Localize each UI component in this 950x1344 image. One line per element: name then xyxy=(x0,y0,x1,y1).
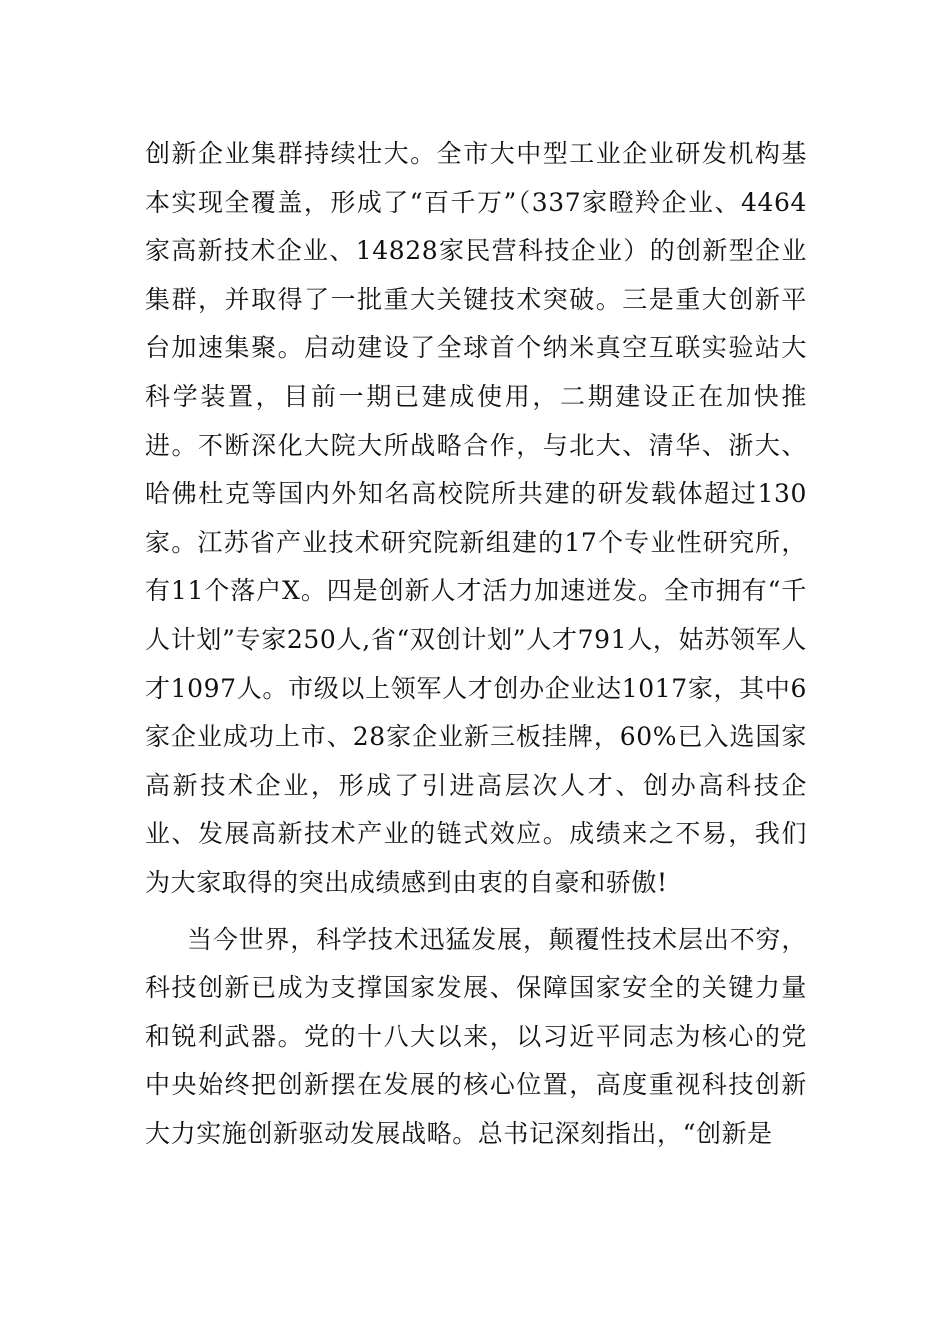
document-body xyxy=(145,130,807,1158)
paragraph-achievements: 创新企业集群持续壮大。全市大中型工业企业研发机构基本实现全覆盖，形成了“百千万”（337家瞪羚企业、4464家高新技术企业、14828家民营科技企业）的创新型企业集群，并取得了一批重大关键技术突破。三是重大创新平台加速集聚。启动建设了全球首个纳米真空互联实验站大科学装置，目前一期已建成使用，二期建设正在加快推进。不断深化大院大所战略合作，与北大、清华、浙大、哈佛杜克等国内外知名高校院所共建的研发载体超过130家。江苏省产业技术研究院新组建的17个专业性研究所，有11个落户X。四是创新人才活力加速迸发。全市拥有“千人计划”专家250人,省“双创计划”人才791人，姑苏领军人才1097人。市级以上领军人才创办企业达1017家，其中6家企业成功上市、28家企业新三板挂牌，60%已入选国家高新技术企业，形成了引进高层次人才、创办高科技企业、发展高新技术产业的链式效应。成绩来之不易，我们为大家取得的突出成绩感到由衷的自豪和骄傲! xyxy=(145,139,807,897)
paragraph-innovation: 当今世界，科学技术迅猛发展，颠覆性技术层出不穷，科技创新已成为支撑国家发展、保障国家安全的关键力量和锐利武器。党的十八大以来，以习近平同志为核心的党中央始终把创新摆在发展的核心位置，高度重视科技创新大力实施创新驱动发展战略。总书记深刻指出，“创新是 xyxy=(145,924,807,1148)
